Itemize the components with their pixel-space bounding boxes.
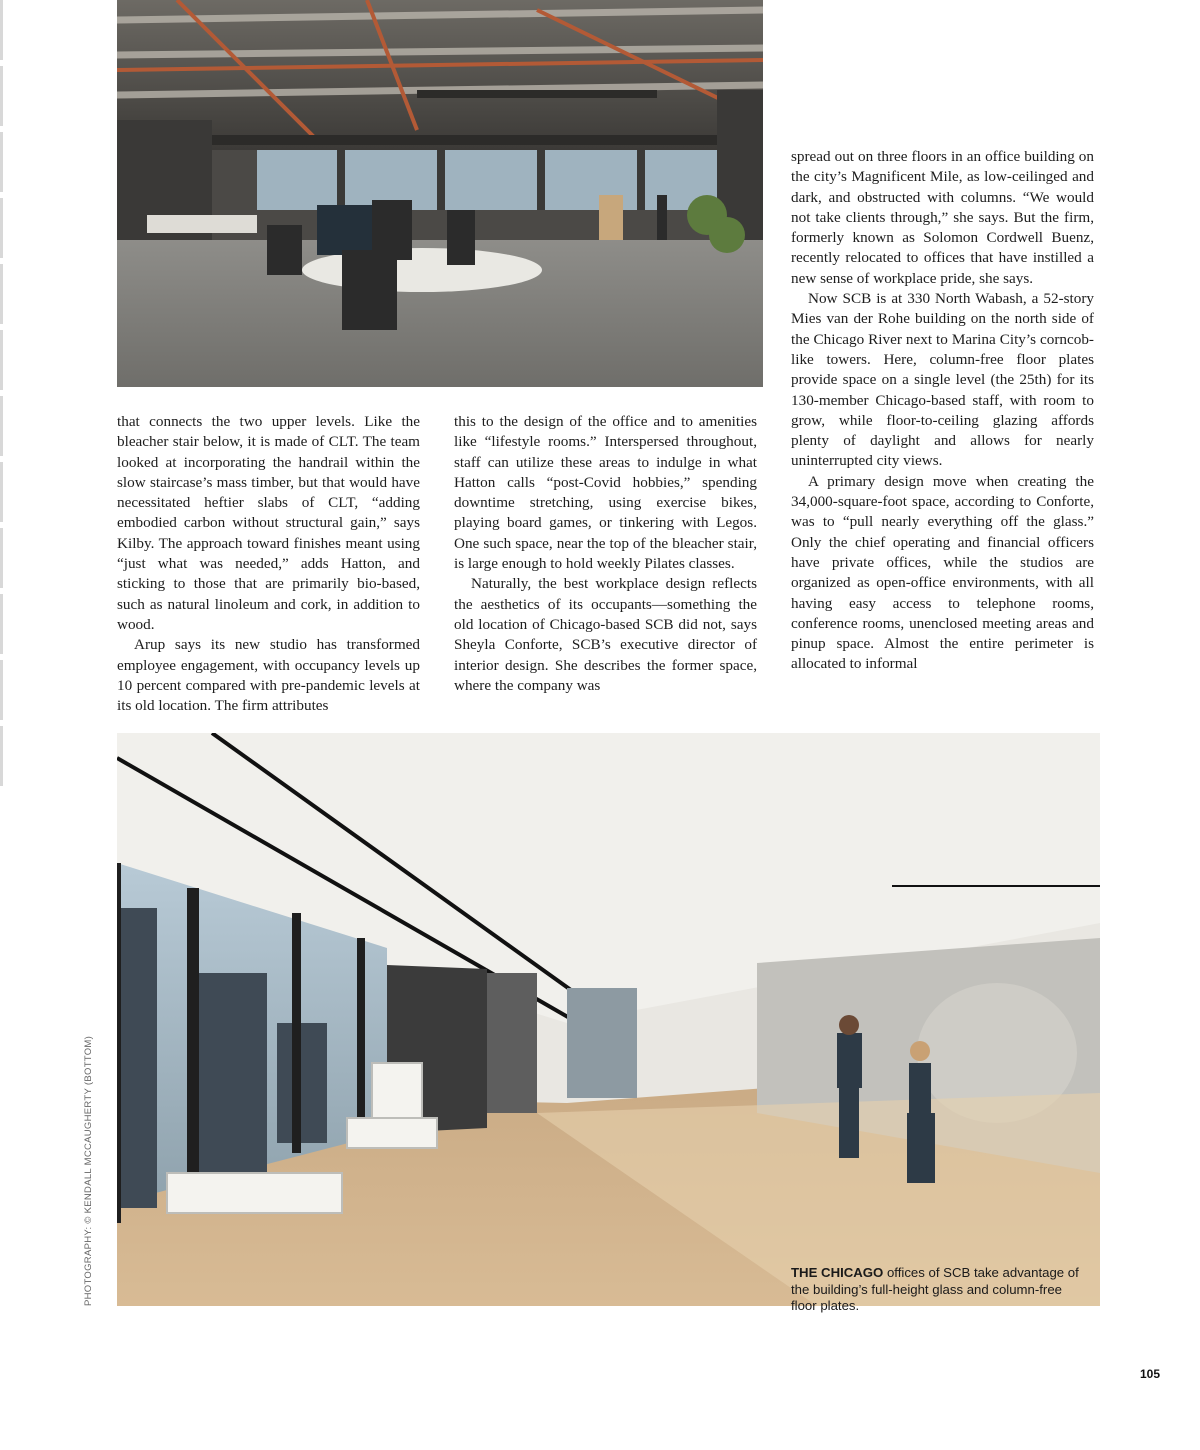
paragraph: A primary design move when creating the 34,000-square-foot space, according to Conforte, was to “pull nearly everything off the glass.” Only the chief operating and financial officers have private offices, while the studios are organized as open-office environments, with all having easy access to telephone rooms, conference rooms, unenclosed meeting areas and pinup space. Almost the entire perimeter is allocated to informal xyxy=(791,472,1094,673)
article-column-3 xyxy=(791,147,1094,675)
caption-text: offices of SCB take advantage of the building’s full-height glass and column-free floor plates. xyxy=(791,1265,1079,1314)
caption-lead: THE CHICAGO xyxy=(791,1265,884,1280)
top-office-photo xyxy=(117,0,763,387)
bottom-office-photo xyxy=(117,733,1100,1306)
photo-caption xyxy=(791,1265,1086,1315)
article-column-1 xyxy=(117,412,420,716)
paragraph: spread out on three floors in an office building on the city’s Magnificent Mile, as low-ceilinged and dark, and obstructed with columns. “We would not take clients through,” she says. But the firm, formerly known as Solomon Cordwell Buenz, recently relocated to offices that have instilled a new sense of workplace pride, she says. xyxy=(791,148,1094,287)
paragraph: that connects the two upper levels. Like the bleacher stair below, it is made of CLT. The team looked at incorporating the handrail within the slow staircase’s mass timber, but that would have necessitated heftier slabs of CLT, “adding embodied carbon without structural gain,” says Kilby. The approach toward finishes meant using “just what was needed,” adds Hatton, and sticking to those that are primarily bio-based, such as natural linoleum and cork, in addition to wood. xyxy=(117,413,420,633)
article-column-2 xyxy=(454,412,757,696)
photo-credit: PHOTOGRAPHY: © KENDALL MCCAUGHERTY (BOTTOM) xyxy=(83,1035,94,1306)
page-number: 105 xyxy=(1139,1367,1160,1381)
paragraph: Arup says its new studio has transformed employee engagement, with occupancy levels up 10 percent compared with pre-pandemic levels at its old location. The firm attributes xyxy=(117,636,420,715)
paragraph: this to the design of the office and to amenities like “lifestyle rooms.” Interspersed throughout, staff can utilize these areas to indulge in what Hatton calls “post-Covid hobbies,” spending downtime stretching, using exercise bikes, playing board games, or tinkering with Legos. One such space, near the top of the bleacher stair, is large enough to hold weekly Pilates classes. xyxy=(454,413,757,573)
paragraph: Naturally, the best workplace design reflects the aesthetics of its occupants—something the old location of Chicago-based SCB did not, says Sheyla Conforte, SCB’s executive director of interior design. She describes the former space, where the company was xyxy=(454,575,757,694)
paragraph: Now SCB is at 330 North Wabash, a 52-story Mies van der Rohe building on the north side of the Chicago River next to Marina City’s corncob-like towers. Here, column-free floor plates provide space on a single level (the 25th) for its 130-member Chicago-based staff, with room to grow, while floor-to-ceiling glazing affords plenty of daylight and allows for nearly uninterrupted city views. xyxy=(791,290,1094,470)
page-edge-marks xyxy=(0,0,3,790)
